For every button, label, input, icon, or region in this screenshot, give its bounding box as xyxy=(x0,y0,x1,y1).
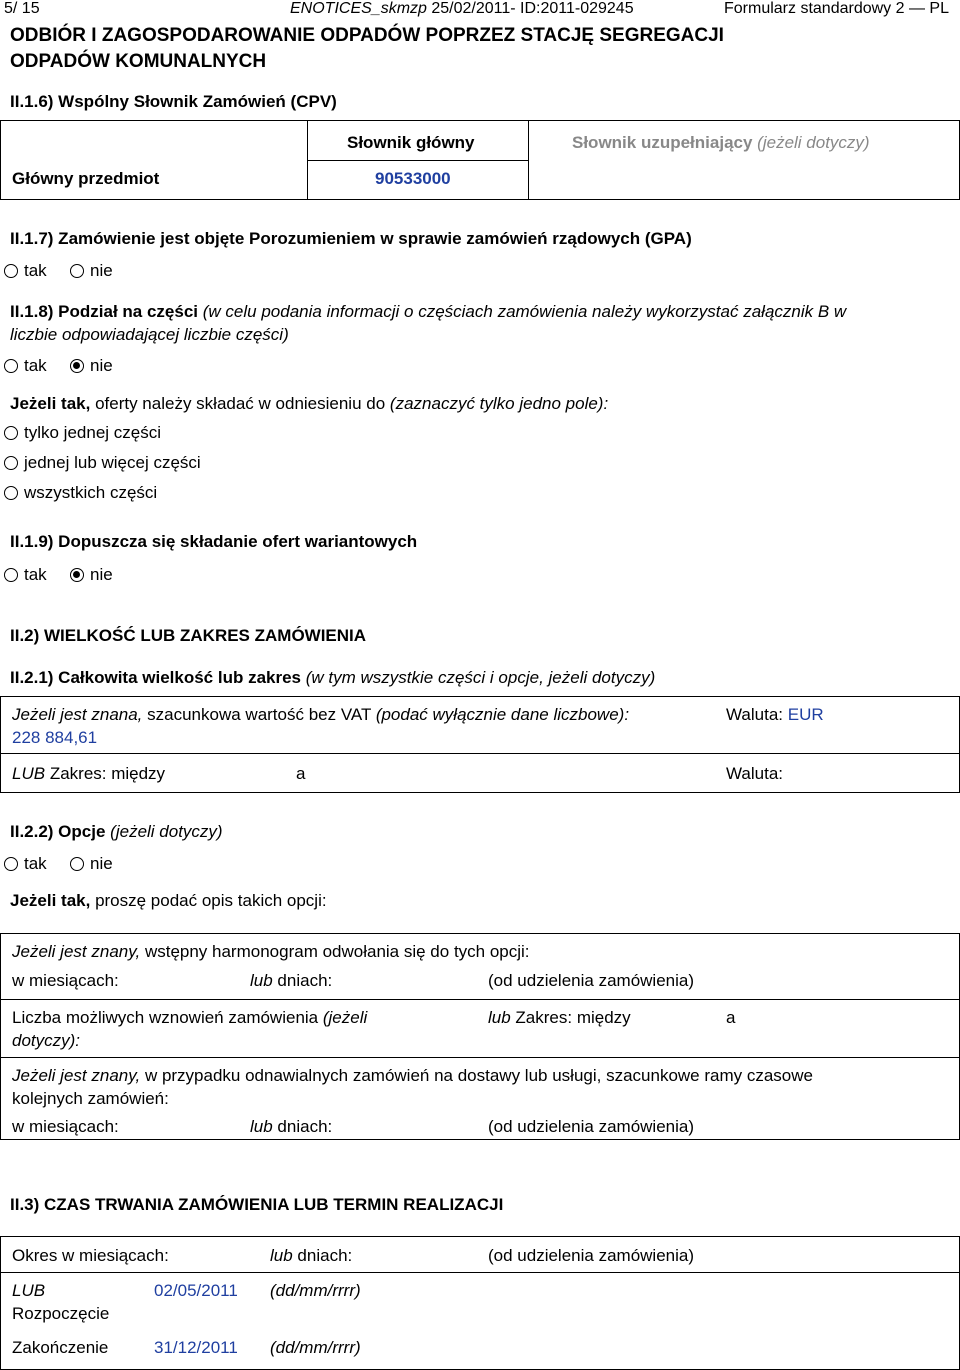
gpa-heading: II.1.7) Zamówienie jest objęte Porozumieniem w sprawie zamówień rządowych (GPA) xyxy=(10,229,692,248)
options-renewals-italic-1: (jeżeli xyxy=(322,1008,368,1027)
options-days xyxy=(250,971,332,991)
notice-ref xyxy=(290,0,634,18)
cpv-supp-vocab xyxy=(572,133,870,153)
options-known: Jeżeli jest znany, xyxy=(12,942,141,961)
radio-icon[interactable] xyxy=(4,359,18,373)
doc-title-line1: ODBIÓR I ZAGOSPODAROWANIE ODPADÓW POPRZEZ STACJĘ SEGREGACJI xyxy=(10,25,724,46)
options-lub-range: lub xyxy=(488,1008,511,1027)
duration-days-label: dniach: xyxy=(297,1246,353,1265)
variants-nie-label: nie xyxy=(90,565,113,584)
cpv-col-divider-2 xyxy=(528,120,529,200)
duration-end: Zakończenie xyxy=(12,1338,109,1357)
variants-tak-label: tak xyxy=(24,565,47,584)
quantity-heading: II.2) WIELKOŚĆ LUB ZAKRES ZAMÓWIENIA xyxy=(10,626,367,645)
gpa-nie-option[interactable] xyxy=(70,261,113,281)
options-lub: lub xyxy=(250,971,273,990)
lots-if-yes-bold: Jeżeli tak, xyxy=(10,394,91,413)
lots-tak-option[interactable] xyxy=(4,356,47,376)
radio-icon[interactable] xyxy=(70,264,84,278)
lots-heading-italic-1: (w celu podania informacji o częściach zamówienia należy wykorzystać załącznik B w xyxy=(202,302,847,321)
duration-start: Rozpoczęcie xyxy=(12,1304,110,1323)
quantity-total-bold: II.2.1) Całkowita wielkość lub zakres xyxy=(10,668,302,687)
options-a: a xyxy=(726,1008,736,1027)
radio-icon[interactable] xyxy=(4,264,18,278)
doc-title-line2: ODPADÓW KOMUNALNYCH xyxy=(10,51,267,72)
options-nie-option[interactable] xyxy=(70,854,113,874)
gpa-nie-label: nie xyxy=(90,261,113,280)
quantity-range-label: Zakres: między xyxy=(49,764,166,783)
quantity-row-divider xyxy=(0,753,960,754)
cpv-code: 90533000 xyxy=(375,169,451,188)
quantity-currency-value: EUR xyxy=(787,705,824,724)
duration-days xyxy=(270,1246,352,1266)
quantity-currency-label: Waluta: xyxy=(726,705,784,724)
lots-if-yes-italic: (zaznaczyć tylko jedno pole): xyxy=(389,394,609,413)
options-range xyxy=(488,1008,631,1028)
options-if-yes-bold: Jeżeli tak, xyxy=(10,891,91,910)
cpv-main-object: Główny przedmiot xyxy=(12,169,160,188)
quantity-value: 228 884,61 xyxy=(12,728,98,747)
options-if-yes xyxy=(10,891,327,911)
options-days-label: dniach: xyxy=(277,971,333,990)
options-months: w miesiącach: xyxy=(12,971,119,990)
options-tak-label: tak xyxy=(24,854,47,873)
options-divider-2 xyxy=(0,1057,960,1058)
lots-nie-label: nie xyxy=(90,356,113,375)
options-renewable xyxy=(12,1066,813,1086)
radio-icon[interactable] xyxy=(4,456,18,470)
radio-icon[interactable] xyxy=(4,426,18,440)
quantity-total-heading xyxy=(10,668,655,688)
radio-icon[interactable] xyxy=(70,857,84,871)
options-known2: Jeżeli jest znany, xyxy=(12,1066,141,1085)
lots-heading-bold: II.1.8) Podział na części xyxy=(10,302,199,321)
duration-date-format: (dd/mm/rrrr) xyxy=(270,1281,361,1300)
lots-opt3-label: wszystkich części xyxy=(24,483,158,502)
cpv-main-vocab: Słownik główny xyxy=(347,133,475,152)
options-heading-bold: II.2.2) Opcje xyxy=(10,822,106,841)
options-nie-label: nie xyxy=(90,854,113,873)
quantity-range xyxy=(12,764,165,784)
duration-divider xyxy=(0,1272,960,1273)
lots-opt1-label: tylko jednej części xyxy=(24,423,162,442)
quantity-a: a xyxy=(296,764,306,783)
duration-date-format2: (dd/mm/rrrr) xyxy=(270,1338,361,1357)
options-heading xyxy=(10,822,223,842)
variants-heading: II.1.9) Dopuszcza się składanie ofert wariantowych xyxy=(10,532,418,551)
options-days2 xyxy=(250,1117,332,1137)
quantity-total-italic: (w tym wszystkie części i opcje, jeżeli dotyczy) xyxy=(305,668,656,687)
lots-nie-option[interactable] xyxy=(70,356,113,376)
options-range-label: Zakres: między xyxy=(515,1008,631,1027)
radio-icon[interactable] xyxy=(4,857,18,871)
options-renewable-text-1: w przypadku odnawialnych zamówień na dostawy lub usługi, szacunkowe ramy czasowe xyxy=(144,1066,813,1085)
cpv-heading: II.1.6) Wspólny Słownik Zamówień (CPV) xyxy=(10,92,337,111)
lots-opt2-label: jednej lub więcej części xyxy=(24,453,201,472)
quantity-lub: LUB xyxy=(12,764,46,783)
options-renewals-text: Liczba możliwych wznowień zamówienia xyxy=(12,1008,319,1027)
lots-if-yes xyxy=(10,394,608,414)
radio-checked-icon[interactable] xyxy=(70,359,84,373)
radio-icon[interactable] xyxy=(4,486,18,500)
quantity-estimate-line xyxy=(12,705,629,725)
options-renewable-text-2: kolejnych zamówień: xyxy=(12,1089,169,1108)
lots-opt3[interactable] xyxy=(4,483,157,503)
duration-start-date: 02/05/2011 xyxy=(154,1281,238,1300)
options-tak-option[interactable] xyxy=(4,854,47,874)
duration-heading: II.3) CZAS TRWANIA ZAMÓWIENIA LUB TERMIN REALIZACJI xyxy=(10,1195,504,1214)
cpv-row-divider xyxy=(307,160,528,161)
options-from-award2: (od udzielenia zamówienia) xyxy=(488,1117,695,1136)
radio-checked-icon[interactable] xyxy=(70,568,84,582)
options-renewals xyxy=(12,1008,367,1028)
quantity-estimated: szacunkowa wartość bez VAT xyxy=(147,705,372,724)
options-heading-italic: (jeżeli dotyczy) xyxy=(110,822,223,841)
options-schedule-text: wstępny harmonogram odwołania się do tych opcji: xyxy=(144,942,530,961)
notice-prefix: ENOTICES_skmzp xyxy=(290,0,432,17)
variants-nie-option[interactable] xyxy=(70,565,113,585)
notice-id: - ID:2011-029245 xyxy=(510,0,634,17)
cpv-supp-vocab-label: Słownik uzupełniający xyxy=(572,133,753,152)
gpa-tak-label: tak xyxy=(24,261,47,280)
options-from-award: (od udzielenia zamówienia) xyxy=(488,971,695,990)
options-lub2: lub xyxy=(250,1117,273,1136)
quantity-currency-label2: Waluta: xyxy=(726,764,784,783)
gpa-tak-option[interactable] xyxy=(4,261,47,281)
notice-date: 25/02/2011 xyxy=(431,0,511,17)
options-schedule xyxy=(12,942,530,962)
quantity-currency xyxy=(726,705,824,725)
lots-opt2[interactable] xyxy=(4,453,201,473)
options-divider-1 xyxy=(0,999,960,1000)
options-days2-label: dniach: xyxy=(277,1117,333,1136)
duration-from-award: (od udzielenia zamówienia) xyxy=(488,1246,695,1265)
radio-icon[interactable] xyxy=(4,568,18,582)
form-type: Formularz standardowy 2 — PL xyxy=(724,0,949,17)
duration-period: Okres w miesiącach: xyxy=(12,1246,169,1265)
duration-lub: lub xyxy=(270,1246,293,1265)
lots-heading xyxy=(10,302,846,322)
cpv-supp-note: (jeżeli dotyczy) xyxy=(757,133,870,152)
page-number: 5/ 15 xyxy=(4,0,40,17)
variants-tak-option[interactable] xyxy=(4,565,47,585)
lots-opt1[interactable] xyxy=(4,423,161,443)
options-renewals-italic-2: dotyczy): xyxy=(12,1031,81,1050)
lots-if-yes-text: oferty należy składać w odniesieniu do xyxy=(95,394,386,413)
options-months2: w miesiącach: xyxy=(12,1117,119,1136)
lots-heading-italic-2: liczbie odpowiadającej liczbie części) xyxy=(10,325,289,344)
quantity-numeric-note: (podać wyłącznie dane liczbowe): xyxy=(375,705,630,724)
lots-tak-label: tak xyxy=(24,356,47,375)
duration-lub-caps: LUB xyxy=(12,1281,46,1300)
duration-end-date: 31/12/2011 xyxy=(154,1338,238,1357)
quantity-if-known: Jeżeli jest znana, xyxy=(12,705,143,724)
options-if-yes-text: proszę podać opis takich opcji: xyxy=(95,891,327,910)
